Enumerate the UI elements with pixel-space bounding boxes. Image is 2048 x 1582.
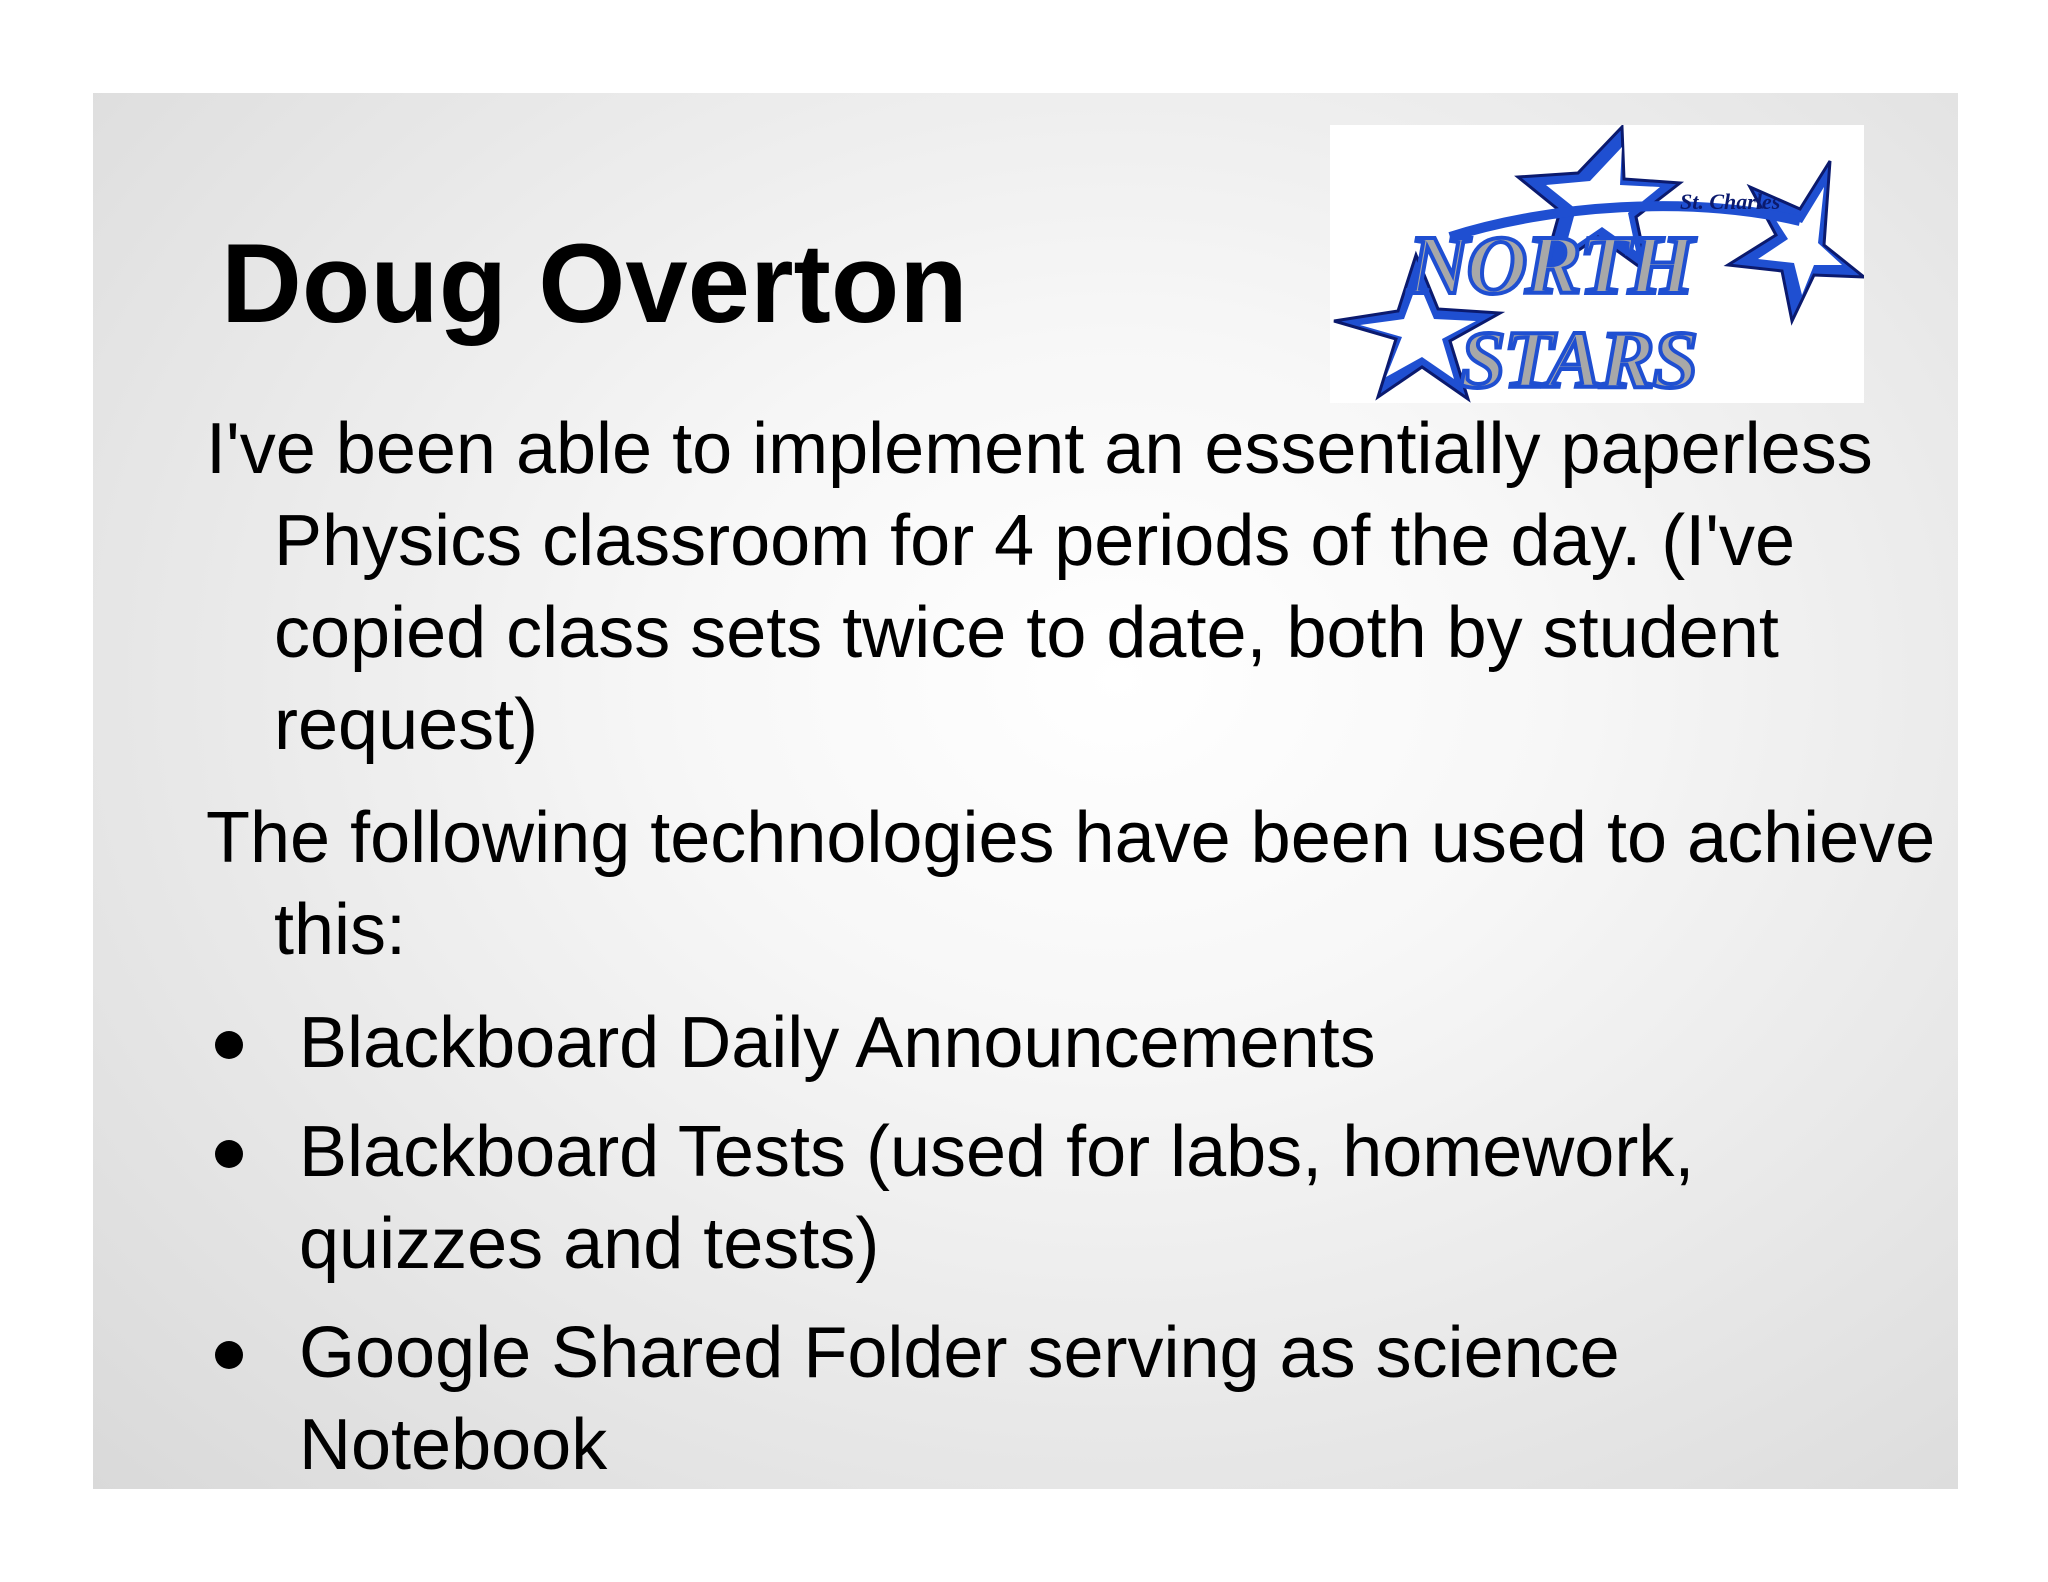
logo-top-text: St. Charles bbox=[1680, 189, 1781, 214]
list-item bbox=[206, 1307, 1906, 1489]
list-item-text: Blackboard Tests (used for labs, homework, quizzes and tests) bbox=[299, 1112, 1695, 1284]
slide-title: Doug Overton bbox=[221, 221, 968, 346]
paragraph-paperless: I've been able to implement an essentially paperless Physics classroom for 4 periods of the day. (I've copied class sets twice to date, both by student request) bbox=[206, 409, 1873, 765]
list-item-text: Google Shared Folder serving as science Notebook bbox=[299, 1313, 1620, 1485]
slide bbox=[93, 93, 1958, 1489]
logo-line1-text: NORTH bbox=[1408, 219, 1692, 312]
technology-list bbox=[206, 997, 1906, 1489]
bullet-icon bbox=[215, 1031, 243, 1059]
logo-line2-text: STARS bbox=[1460, 314, 1697, 403]
list-item bbox=[206, 1106, 1906, 1290]
list-item bbox=[206, 997, 1906, 1089]
bullet-icon bbox=[215, 1341, 243, 1369]
paragraph-technologies: The following technologies have been used to achieve this: bbox=[206, 798, 1936, 970]
list-item-text: Blackboard Daily Announcements bbox=[299, 1003, 1376, 1083]
north-stars-logo bbox=[1330, 125, 1864, 403]
bullet-icon bbox=[215, 1140, 243, 1168]
